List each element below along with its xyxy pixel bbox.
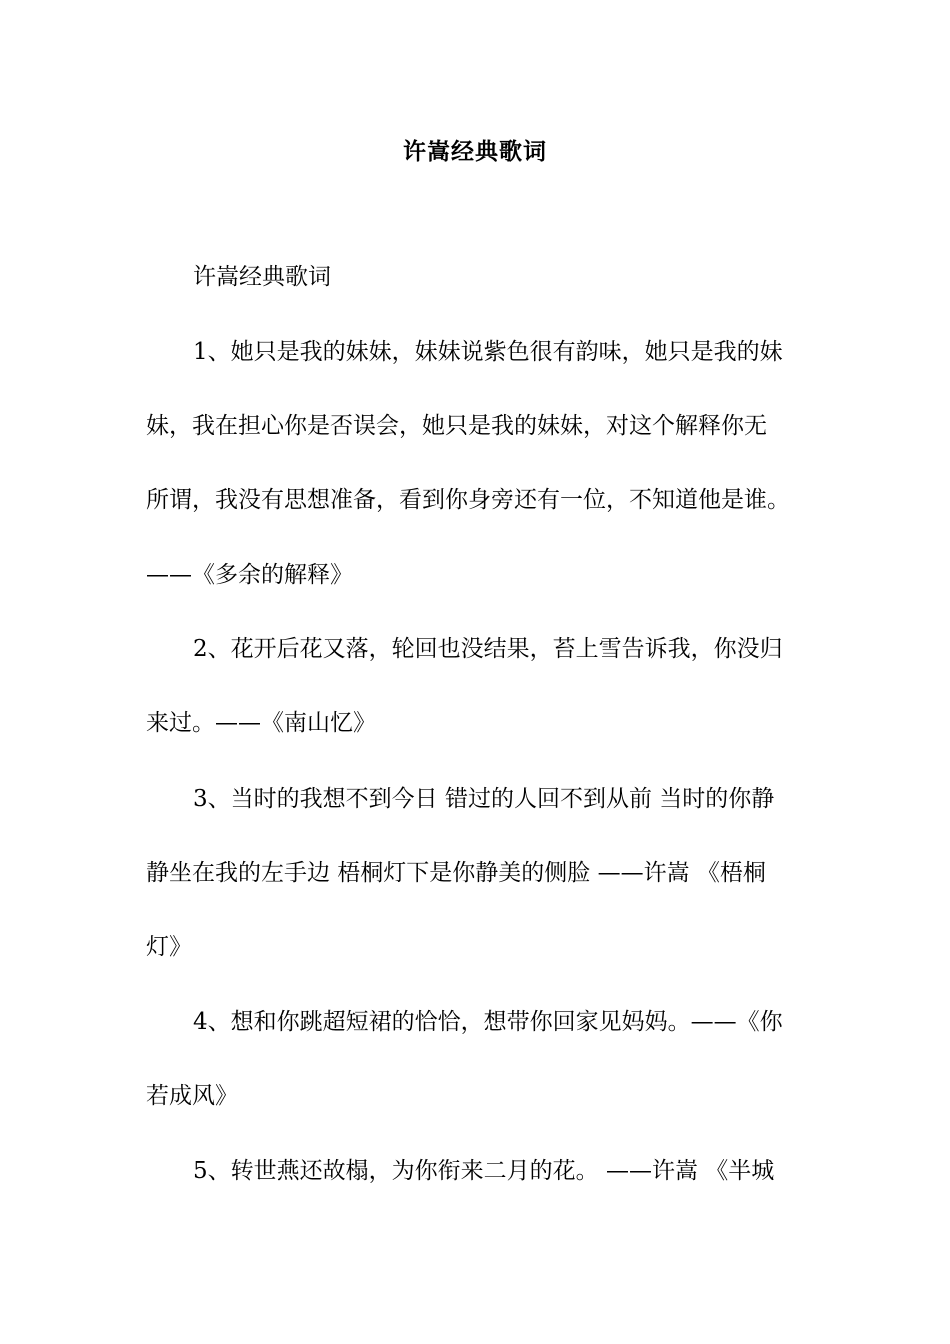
section-heading: 许嵩经典歌词: [193, 264, 331, 290]
lyric-line: 静坐在我的左手边 梧桐灯下是你静美的侧脸 ——许嵩 《梧桐: [146, 860, 766, 886]
lyric-line: 所谓，我没有思想准备，看到你身旁还有一位，不知道他是谁。: [146, 487, 790, 513]
lyric-line: 5、转世燕还故榻，为你衔来二月的花。 ——许嵩 《半城: [193, 1158, 775, 1184]
lyric-source: 来过。——《南山忆》: [146, 710, 376, 736]
lyric-source: 灯》: [146, 934, 192, 960]
lyric-line: 妹，我在担心你是否误会，她只是我的妹妹，对这个解释你无: [146, 413, 767, 439]
lyric-line: 2、花开后花又落，轮回也没结果，苔上雪告诉我，你没归: [193, 636, 783, 662]
lyric-line: 3、当时的我想不到今日 错过的人回不到从前 当时的你静: [193, 786, 775, 812]
lyric-line: 1、她只是我的妹妹，妹妹说紫色很有韵味，她只是我的妹: [193, 339, 783, 365]
lyric-source: 若成风》: [146, 1083, 238, 1109]
lyric-line: 4、想和你跳超短裙的恰恰，想带你回家见妈妈。——《你: [193, 1009, 783, 1035]
document-title: 许嵩经典歌词: [403, 138, 547, 165]
lyric-source: ——《多余的解释》: [146, 562, 353, 588]
